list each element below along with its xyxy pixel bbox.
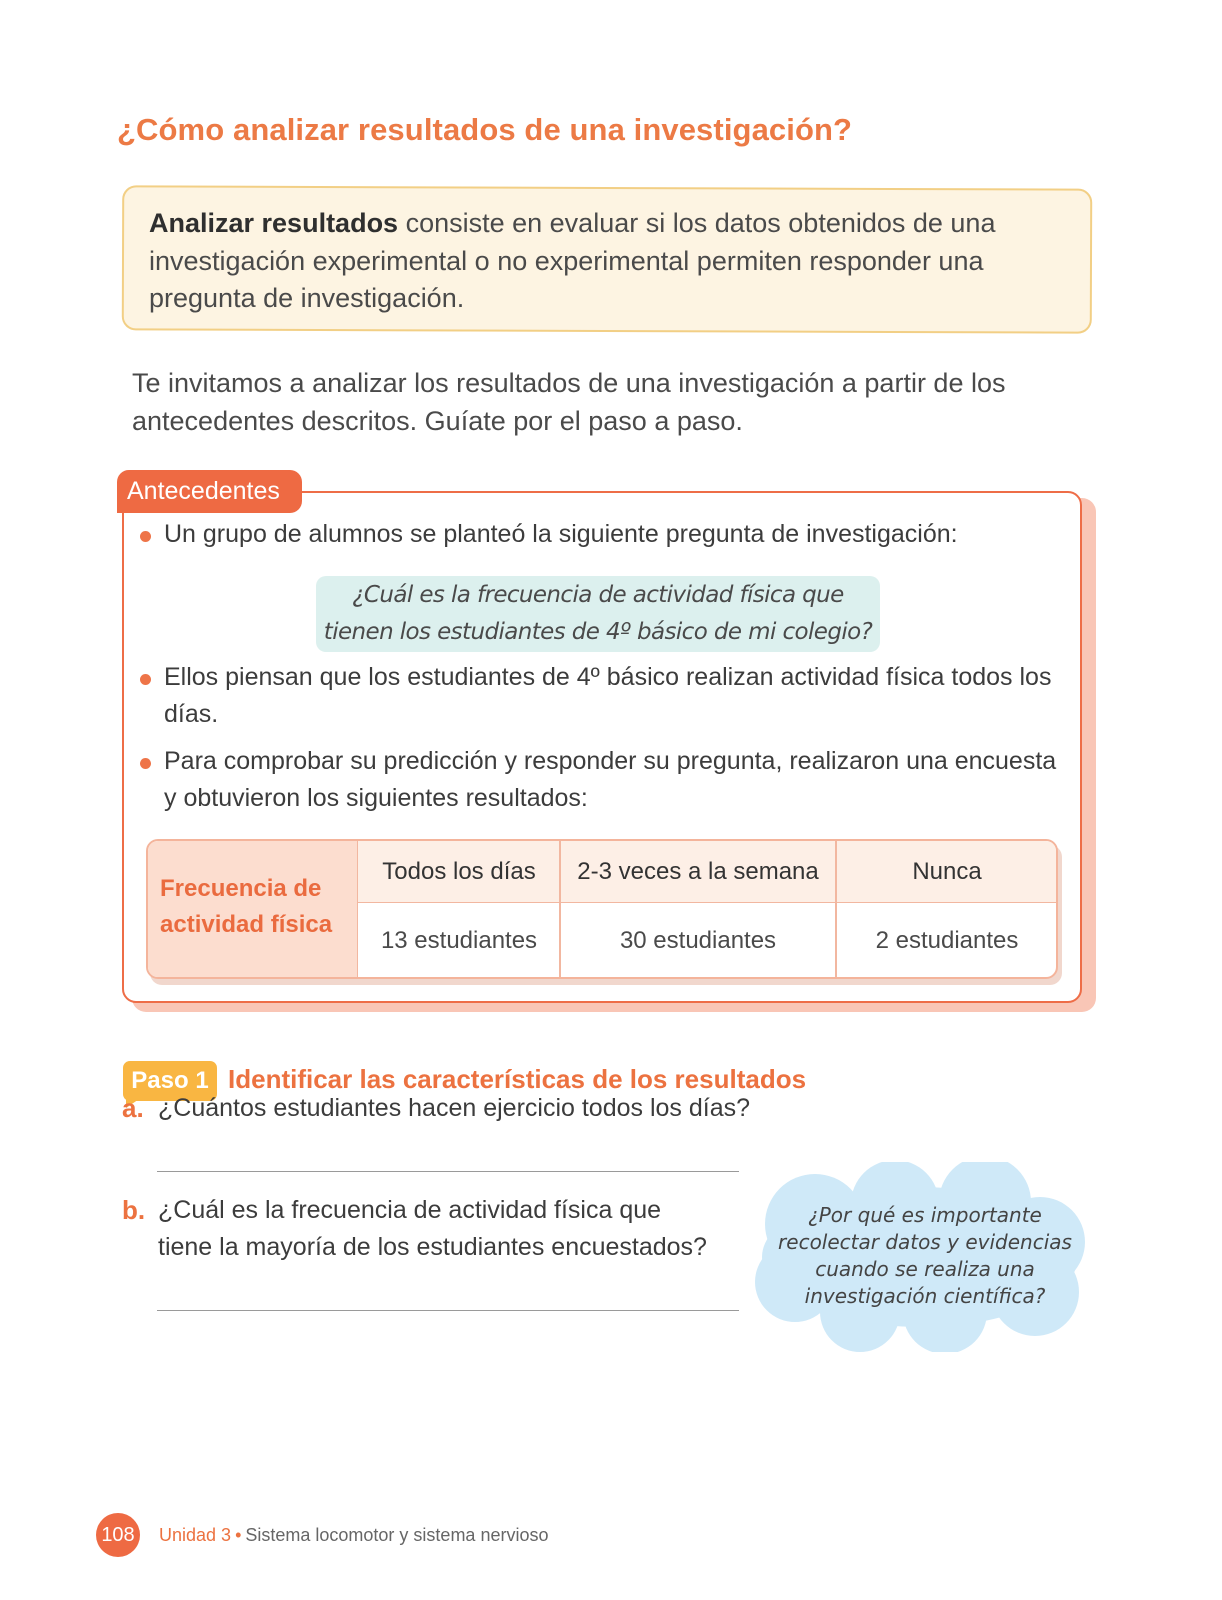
definition-body: consiste en evaluar si los datos obtenidos de una investigación experimental o no experimental permiten responder una pregunta de investigación.	[149, 208, 996, 313]
paso-badge: Paso 1	[123, 1061, 217, 1101]
table-cell: 13 estudiantes	[380, 927, 538, 954]
research-question-line: tienen los estudiantes de 4º básico de mi colegio?	[323, 619, 873, 645]
table-column-header: 2-3 veces a la semana	[560, 841, 836, 903]
bullet-dot-icon	[140, 674, 151, 685]
question-text	[158, 1192, 707, 1266]
paso-title: Identificar las características de los resultados	[228, 1064, 807, 1094]
table-column-header: Nunca	[836, 841, 1058, 903]
definition-text	[149, 205, 1089, 318]
table-cell: 2 estudiantes	[875, 927, 1019, 954]
footer-separator: •	[235, 1525, 242, 1545]
question-text-line: tiene la mayoría de los estudiantes encuestados?	[158, 1233, 707, 1261]
question-label: b.	[122, 1195, 146, 1225]
bullet-text: Un grupo de alumnos se planteó la siguiente pregunta de investigación:	[164, 520, 958, 548]
antecedentes-tab: Antecedentes	[117, 470, 302, 513]
bullet-text: Ellos piensan que los estudiantes de 4º básico realizan actividad física todos los días.	[164, 663, 1052, 728]
footer-unit: Unidad 3	[159, 1525, 232, 1545]
table-cell: 30 estudiantes	[619, 927, 777, 954]
bullet-dot-icon	[140, 758, 151, 769]
table-column-header: Todos los días	[358, 841, 560, 903]
table-row-header-text: Frecuencia de actividad física	[160, 875, 333, 938]
table-divider	[835, 841, 837, 977]
bullet-item	[140, 659, 1060, 733]
cloud-question-line: ¿Por qué es importante	[808, 1203, 1042, 1227]
table-row-header	[148, 841, 358, 977]
footer-subject: Sistema locomotor y sistema nervioso	[245, 1525, 549, 1545]
cloud-question-line: recolectar datos y evidencias	[778, 1230, 1072, 1254]
definition-term: Analizar resultados	[149, 208, 399, 238]
results-table	[146, 839, 1058, 979]
intro-paragraph: Te invitamos a analizar los resultados de una investigación a partir de los antecedentes descritos. Guíate por el paso a paso.	[132, 368, 1006, 436]
bullet-item	[140, 516, 1060, 553]
answer-line[interactable]	[157, 1310, 739, 1311]
bullet-item	[140, 743, 1060, 817]
question-label: a.	[122, 1093, 144, 1123]
footer-running-head	[159, 1522, 548, 1548]
page-title: ¿Cómo analizar resultados de una investigación?	[117, 112, 853, 147]
cloud-question-line: investigación científica?	[804, 1284, 1046, 1308]
bullet-text: Para comprobar su predicción y responder su pregunta, realizaron una encuesta y obtuvieron los siguientes resultados:	[164, 747, 1057, 812]
research-question-line: ¿Cuál es la frecuencia de actividad física que	[352, 582, 844, 608]
question-text: ¿Cuántos estudiantes hacen ejercicio todos los días?	[158, 1094, 751, 1122]
bullet-dot-icon	[140, 531, 151, 542]
answer-line[interactable]	[157, 1171, 739, 1172]
page-number: 108	[96, 1513, 140, 1557]
cloud-question	[765, 1202, 1085, 1310]
table-divider	[559, 841, 561, 977]
cloud-question-line: cuando se realiza una	[815, 1257, 1035, 1281]
research-question	[316, 577, 880, 651]
question-text-line: ¿Cuál es la frecuencia de actividad física que	[158, 1196, 662, 1224]
